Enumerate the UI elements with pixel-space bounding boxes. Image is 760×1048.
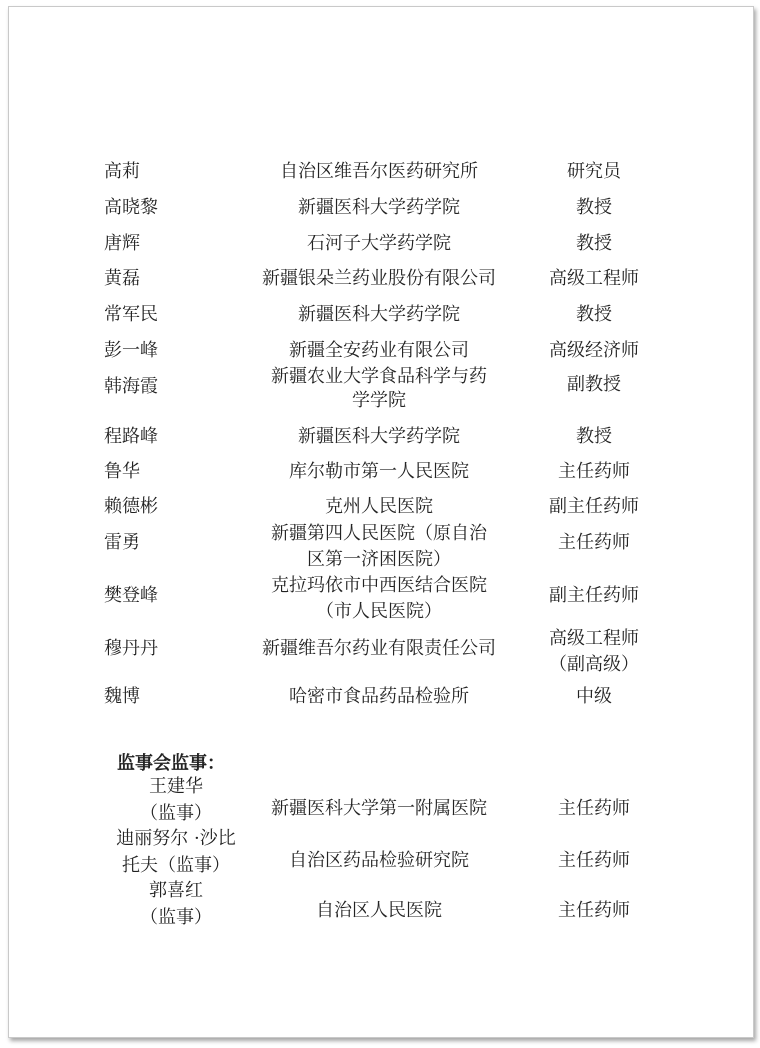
- member-org: 哈密市食品药品检验所: [289, 686, 469, 707]
- member-org-line1: 新疆第四人民医院（原自治: [271, 523, 487, 544]
- member-org: 新疆维吾尔药业有限责任公司: [262, 638, 496, 659]
- supervisor-name-line2: 托夫（监事）: [122, 855, 230, 876]
- member-title: 高级经济师: [549, 340, 639, 361]
- supervisor-name-line2: （监事）: [140, 803, 212, 824]
- member-title: 高级工程师: [549, 268, 639, 289]
- member-name: 黄磊: [104, 268, 140, 289]
- supervisor-name-line1: 郭喜红: [149, 880, 203, 901]
- member-org: 新疆医科大学药学院: [298, 304, 460, 325]
- member-name: 穆丹丹: [104, 638, 158, 659]
- supervisor-name-line2: （监事）: [140, 907, 212, 928]
- member-org-line1: 克拉玛依市中西医结合医院: [271, 575, 487, 596]
- member-name: 程路峰: [104, 426, 158, 447]
- section-heading: 监事会监事：: [117, 753, 225, 774]
- member-title-line1: 高级工程师: [549, 628, 639, 649]
- member-title: 主任药师: [558, 461, 630, 482]
- member-title: 中级: [576, 686, 612, 707]
- supervisor-org: 新疆医科大学第一附属医院: [271, 798, 487, 819]
- member-name: 樊登峰: [104, 585, 158, 606]
- member-org: 新疆全安药业有限公司: [289, 340, 469, 361]
- supervisor-title: 主任药师: [558, 850, 630, 871]
- member-name: 韩海霞: [104, 376, 158, 397]
- supervisor-org: 自治区药品检验研究院: [289, 850, 469, 871]
- member-name: 雷勇: [104, 532, 140, 553]
- member-org: 克州人民医院: [325, 496, 433, 517]
- member-org-line2: 区第一济困医院）: [307, 549, 451, 570]
- supervisor-title: 主任药师: [558, 798, 630, 819]
- member-title: 教授: [576, 426, 612, 447]
- member-org-line1: 新疆农业大学食品科学与药: [271, 366, 487, 387]
- member-title: 副主任药师: [549, 496, 639, 517]
- member-title: 研究员: [567, 161, 621, 182]
- member-title: 教授: [576, 197, 612, 218]
- member-title-line2: （副高级）: [549, 654, 639, 675]
- supervisor-title: 主任药师: [558, 900, 630, 921]
- member-name: 彭一峰: [104, 340, 158, 361]
- member-name: 高晓黎: [104, 197, 158, 218]
- supervisor-name-line1: 王建华: [149, 776, 203, 797]
- member-name: 鲁华: [104, 461, 140, 482]
- member-name: 魏博: [104, 686, 140, 707]
- member-name: 赖德彬: [104, 496, 158, 517]
- member-title: 教授: [576, 233, 612, 254]
- document-page: [8, 6, 754, 1038]
- member-title: 副主任药师: [549, 585, 639, 606]
- member-org: 新疆银朵兰药业股份有限公司: [262, 268, 496, 289]
- member-title: 主任药师: [558, 532, 630, 553]
- member-name: 唐辉: [104, 233, 140, 254]
- member-name: 高莉: [104, 161, 140, 182]
- member-title: 副教授: [567, 374, 621, 395]
- member-title: 教授: [576, 304, 612, 325]
- member-org-line2: 学学院: [352, 390, 406, 411]
- member-org-line2: （市人民医院）: [316, 601, 442, 622]
- member-org: 新疆医科大学药学院: [298, 197, 460, 218]
- member-org: 石河子大学药学院: [307, 233, 451, 254]
- supervisor-org: 自治区人民医院: [316, 900, 442, 921]
- member-org: 自治区维吾尔医药研究所: [280, 161, 478, 182]
- member-org: 库尔勒市第一人民医院: [289, 461, 469, 482]
- member-org: 新疆医科大学药学院: [298, 426, 460, 447]
- member-name: 常军民: [104, 304, 158, 325]
- supervisor-name-line1: 迪丽努尔 ·沙比: [116, 828, 236, 849]
